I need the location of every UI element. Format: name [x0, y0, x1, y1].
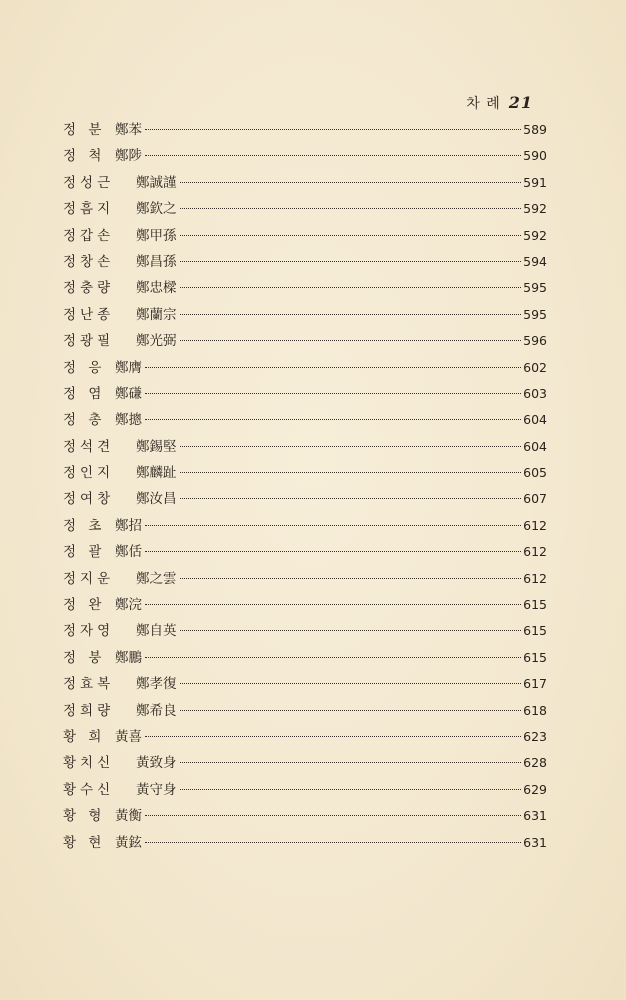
entry-page-number: 612 [523, 517, 547, 533]
toc-entry [63, 540, 547, 566]
entry-hanja: 鄭誠謹 [136, 174, 177, 191]
dot-leader [180, 630, 522, 631]
dot-leader [145, 419, 521, 420]
entry-page-number: 615 [523, 623, 547, 639]
dot-leader [145, 393, 521, 394]
entry-hanja: 鄭錫堅 [136, 438, 177, 455]
toc-entry [63, 118, 547, 144]
dot-leader [180, 446, 522, 447]
dot-leader [145, 155, 521, 156]
entry-name: 황 희 [63, 728, 106, 745]
entry-name: 정난종 [63, 306, 115, 323]
dot-leader [180, 235, 522, 236]
dot-leader [145, 736, 521, 737]
entry-name: 황치신 [63, 755, 115, 772]
dot-leader [145, 551, 521, 552]
entry-name: 정 괄 [63, 544, 106, 561]
dot-leader [145, 129, 521, 130]
entry-page-number: 596 [523, 333, 547, 349]
entry-page-number: 615 [523, 597, 547, 613]
toc-entry [63, 303, 547, 329]
entry-page-number: 594 [523, 253, 547, 269]
toc-entry [63, 699, 547, 725]
entry-page-number: 618 [523, 702, 547, 718]
entry-page-number: 592 [523, 201, 547, 217]
entry-hanja: 鄭磏 [115, 385, 142, 402]
entry-hanja: 黃衡 [115, 808, 142, 825]
table-of-contents [63, 118, 547, 857]
toc-entry [63, 646, 547, 672]
toc-entry [63, 435, 547, 461]
toc-entry [63, 751, 547, 777]
entry-page-number: 612 [523, 544, 547, 560]
entry-name: 정광필 [63, 333, 115, 350]
entry-name: 정 응 [63, 359, 106, 376]
dot-leader [180, 710, 522, 711]
dot-leader [145, 815, 521, 816]
entry-page-number: 607 [523, 491, 547, 507]
entry-name: 정 완 [63, 597, 106, 614]
entry-page-number: 623 [523, 728, 547, 744]
entry-hanja: 鄭佸 [115, 544, 142, 561]
toc-entry [63, 567, 547, 593]
toc-entry [63, 408, 547, 434]
entry-name: 정 총 [63, 412, 106, 429]
toc-entry [63, 144, 547, 170]
dot-leader [145, 657, 521, 658]
entry-hanja: 鄭浣 [115, 597, 142, 614]
entry-page-number: 604 [523, 412, 547, 428]
entry-page-number: 605 [523, 465, 547, 481]
entry-hanja: 鄭膺 [115, 359, 142, 376]
entry-hanja: 黃守身 [136, 781, 177, 798]
toc-entry [63, 619, 547, 645]
entry-page-number: 631 [523, 808, 547, 824]
entry-name: 정 초 [63, 517, 106, 534]
entry-hanja: 鄭忠樑 [136, 280, 177, 297]
dot-leader [180, 182, 522, 183]
entry-hanja: 鄭光弼 [136, 333, 177, 350]
dot-leader [180, 314, 522, 315]
dot-leader [180, 287, 522, 288]
entry-hanja: 鄭之雲 [136, 570, 177, 587]
toc-entry [63, 725, 547, 751]
entry-hanja: 鄭鵬 [115, 649, 142, 666]
toc-entry [63, 329, 547, 355]
entry-page-number: 602 [523, 359, 547, 375]
toc-entry [63, 672, 547, 698]
entry-hanja: 鄭甲孫 [136, 227, 177, 244]
entry-page-number: 592 [523, 227, 547, 243]
toc-entry [63, 171, 547, 197]
entry-page-number: 629 [523, 781, 547, 797]
entry-name: 정자영 [63, 623, 115, 640]
entry-hanja: 鄭自英 [136, 623, 177, 640]
toc-entry [63, 224, 547, 250]
entry-name: 정 분 [63, 122, 106, 138]
toc-entry [63, 487, 547, 513]
toc-entry [63, 778, 547, 804]
entry-page-number: 591 [523, 174, 547, 190]
entry-name: 황 현 [63, 834, 106, 851]
entry-page-number: 631 [523, 834, 547, 850]
dot-leader [145, 842, 521, 843]
entry-hanja: 黃鉉 [115, 834, 142, 851]
entry-name: 정 염 [63, 385, 106, 402]
dot-leader [180, 498, 522, 499]
entry-page-number: 590 [523, 148, 547, 164]
header-label: 차 례 [466, 96, 501, 112]
toc-entry [63, 197, 547, 223]
toc-entry [63, 356, 547, 382]
entry-name: 정충량 [63, 280, 115, 297]
entry-page-number: 617 [523, 676, 547, 692]
toc-entry [63, 831, 547, 857]
dot-leader [180, 683, 522, 684]
entry-page-number: 589 [523, 122, 547, 137]
entry-hanja: 鄭蘭宗 [136, 306, 177, 323]
entry-hanja: 鄭摠 [115, 412, 142, 429]
entry-page-number: 615 [523, 649, 547, 665]
entry-name: 정창손 [63, 253, 115, 270]
dot-leader [180, 789, 522, 790]
entry-hanja: 黃喜 [115, 728, 142, 745]
running-header [466, 93, 533, 113]
entry-hanja: 鄭汝昌 [136, 491, 177, 508]
entry-page-number: 603 [523, 385, 547, 401]
entry-name: 정갑손 [63, 227, 115, 244]
toc-entry [63, 250, 547, 276]
entry-page-number: 595 [523, 280, 547, 296]
toc-entry [63, 382, 547, 408]
dot-leader [180, 261, 522, 262]
dot-leader [145, 367, 521, 368]
entry-name: 정성근 [63, 174, 115, 191]
entry-hanja: 鄭苯 [115, 122, 142, 138]
dot-leader [180, 762, 522, 763]
entry-name: 정여창 [63, 491, 115, 508]
entry-name: 황 형 [63, 808, 106, 825]
dot-leader [180, 340, 522, 341]
entry-page-number: 612 [523, 570, 547, 586]
entry-page-number: 628 [523, 755, 547, 771]
entry-hanja: 鄭孝復 [136, 676, 177, 693]
entry-name: 정 척 [63, 148, 106, 165]
toc-entry [63, 276, 547, 302]
entry-name: 정흠지 [63, 201, 115, 218]
entry-name: 정희량 [63, 702, 115, 719]
entry-name: 정지운 [63, 570, 115, 587]
entry-name: 정인지 [63, 465, 115, 482]
entry-hanja: 鄭希良 [136, 702, 177, 719]
dot-leader [180, 208, 522, 209]
dot-leader [180, 578, 522, 579]
entry-page-number: 595 [523, 306, 547, 322]
toc-entry [63, 593, 547, 619]
toc-entry [63, 461, 547, 487]
entry-hanja: 鄭招 [115, 517, 142, 534]
entry-name: 정 붕 [63, 649, 106, 666]
toc-entry [63, 514, 547, 540]
entry-name: 정석견 [63, 438, 115, 455]
entry-hanja: 黃致身 [136, 755, 177, 772]
entry-hanja: 鄭欽之 [136, 201, 177, 218]
entry-hanja: 鄭陟 [115, 148, 142, 165]
page-number: 21 [508, 93, 533, 112]
dot-leader [145, 604, 521, 605]
dot-leader [145, 525, 521, 526]
toc-entry [63, 804, 547, 830]
dot-leader [180, 472, 522, 473]
entry-hanja: 鄭昌孫 [136, 253, 177, 270]
entry-page-number: 604 [523, 438, 547, 454]
entry-name: 정효복 [63, 676, 115, 693]
entry-name: 황수신 [63, 781, 115, 798]
entry-hanja: 鄭麟趾 [136, 465, 177, 482]
